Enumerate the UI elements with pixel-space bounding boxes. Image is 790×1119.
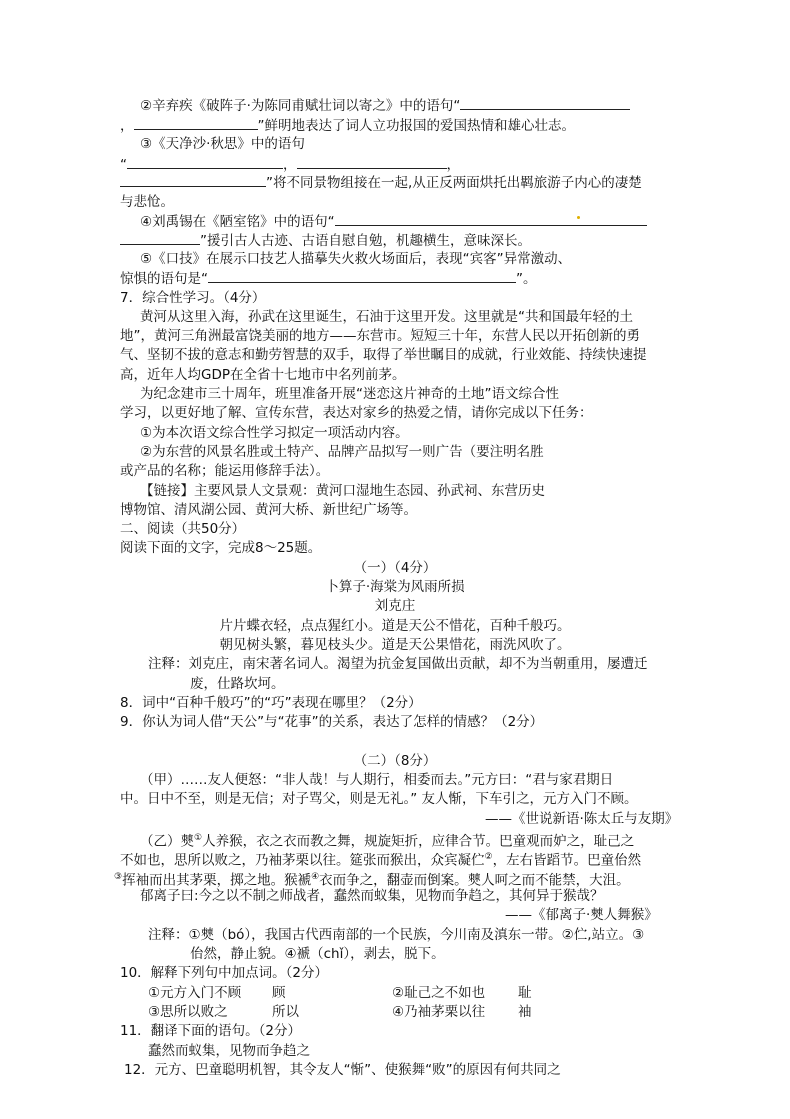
answer-blank[interactable]: [460, 96, 630, 110]
q10-word-1: 顾: [272, 985, 286, 1001]
q7-para-line: 黄河从这里入海，孙武在这里诞生，石油于这里开发。这里就是“共和国最年轻的土: [140, 309, 633, 325]
q11-sentence: 蠢然而蚁集，见物而争趋之: [148, 1043, 310, 1059]
poem-author: 刘克庄: [374, 598, 416, 614]
q7-task-2-cont: 或产品的名称；能运用修辞手法）。: [120, 463, 330, 479]
q10-word-3: 所以: [272, 1004, 299, 1020]
poem-note: 注释：刘克庄，南宋著名词人。渴望为抗金复国做出贡献，却不为当朝重用，屡遭迁: [148, 656, 648, 672]
answer-blank[interactable]: [208, 269, 516, 283]
q10-item-4: ④乃袖茅栗以往: [392, 1004, 486, 1020]
q6-line-4: “ ， ，: [120, 157, 460, 173]
q7-para-line: 高，近年人均GDP在全省十七地市中名列前茅。: [120, 367, 406, 383]
stray-dot: [577, 216, 580, 219]
q6-line-8: ”援引古人古迹、古语自慰自勉，机趣横生，意味深长。: [120, 231, 531, 251]
q7-task-2: ②为东营的风景名胜或土特产、品牌产品拟写一则广告（要注明名胜: [140, 444, 544, 460]
q6-line-5: ”将不同景物组接在一起,从正反两面烘托出羁旅游子内心的凄楚: [120, 173, 642, 193]
q10-word-4: 袖: [518, 1004, 532, 1020]
q10-item-3: ③思所以败之: [148, 1004, 228, 1020]
q6-line-3: ③《天净沙·秋思》中的语句: [140, 136, 305, 152]
part-heading: （一）（4分）: [353, 560, 437, 576]
prose-b-line: ③挥袖而出其茅栗，掷之地。猴褫④衣而争之，翻壶而倒案。僰人呵之而不能禁，大沮。: [114, 872, 630, 889]
prose-a-source: ——《世说新语·陈太丘与友期》: [485, 811, 679, 827]
q6-line-9: ⑤《口技》在展示口技艺人描摹失火救火场面后，表现“宾客”异常激动、: [140, 251, 572, 267]
q7-link: 【链接】主要风景人文景观：黄河口湿地生态园、孙武祠、东营历史: [140, 483, 545, 499]
q6-line-10: 惊惧的语句是“ ”。: [120, 271, 537, 287]
question-12: 12．元方、巴童聪明机智，其令友人“惭”、使猴舞“败”的原因有何共同之: [124, 1062, 561, 1078]
answer-blank[interactable]: [127, 155, 283, 169]
prose-note-cont: 佁然，静止貌。④褫（chǐ），剥去，脱下。: [190, 946, 445, 962]
poem-line: 朝见树头繁，暮见枝头少。道是天公果惜花，雨洗风吹了。: [219, 637, 571, 653]
q7-title: 7．综合性学习。（4分）: [120, 290, 266, 306]
question-9: 9．你认为词人借“天公”与“花事”的关系，表达了怎样的情感？（2分）: [120, 714, 544, 730]
q10-item-2: ②耻己之不如也: [392, 985, 486, 1001]
q7-para-line: 为纪念建市三十周年，班里准备开展“迷恋这片神奇的土地”语文综合性: [140, 386, 559, 402]
footnote-marker: ②: [484, 852, 493, 862]
q7-link-cont: 博物馆、清风湖公园、黄河大桥、新世纪广场等。: [120, 502, 417, 518]
section-title: 二、阅读（共50分）: [120, 521, 246, 537]
q7-para-line: 气、坚韧不拔的意志和勤劳智慧的双手，取得了举世瞩目的成就，行业效能、持续快速提: [120, 347, 647, 363]
prose-note: 注释：①僰（bó），我国古代西南部的一个民族，今川南及滇东一带。②伫,站立。③: [148, 927, 645, 943]
poem-title: 卜算子·海棠为风雨所损: [325, 579, 465, 595]
answer-blank[interactable]: [134, 116, 258, 130]
question-11: 11．翻译下面的语句。（2分）: [120, 1023, 302, 1039]
q7-para-line: 地”，黄河三角洲最富饶美丽的地方——东营市。短短三十年，东营人民以开拓创新的勇: [120, 328, 640, 344]
q7-task-1: ①为本次语文综合性学习拟定一项活动内容。: [140, 425, 409, 441]
question-8: 8．词中“百种千般巧”的“巧”表现在哪里？（2分）: [120, 695, 422, 711]
q10-item-1: ①元方入门不顾: [148, 985, 242, 1001]
prose-a-line: （甲）……友人便怒：“非人哉！与人期行，相委而去。”元方曰：“君与家君期日: [140, 772, 614, 788]
poem-line: 片片蝶衣轻，点点猩红小。道是天公不惜花，百种千般巧。: [219, 618, 571, 634]
poem-note-cont: 废，仕路坎坷。: [190, 676, 285, 692]
q6-line-1: ②辛弃疾《破阵子·为陈同甫赋壮词以寄之》中的语句“: [140, 96, 630, 116]
q6-line-2: ， ”鲜明地表达了词人立功报国的爱国热情和雄心壮志。: [120, 118, 575, 134]
footnote-marker: ①: [194, 833, 203, 843]
q6-line-7: ④刘禹锡在《陋室铭》中的语句“: [140, 212, 647, 232]
answer-blank[interactable]: [120, 231, 200, 245]
prose-b-source: ——《郁离子·僰人舞猴》: [505, 907, 658, 923]
question-10: 10．解释下列句中加点词。（2分）: [120, 965, 329, 981]
prose-b-line: （乙）僰①人养猴，衣之衣而教之舞，规旋矩折，应律合节。巴童观而妒之，耻己之: [140, 833, 635, 850]
prose-a-line: 中。日中不至，则是无信；对子骂父，则是无礼。” 友人惭，下车引之，元方入门不顾。: [120, 791, 638, 807]
q6-line-6: 与悲怆。: [120, 194, 174, 210]
answer-blank[interactable]: [120, 173, 266, 187]
section-intro: 阅读下面的文字，完成8～25题。: [120, 540, 322, 556]
part-heading: （二）（8分）: [353, 753, 437, 769]
q10-word-2: 耻: [518, 985, 532, 1001]
footnote-marker: ④: [311, 872, 320, 882]
footnote-marker: ③: [114, 872, 123, 882]
q7-para-line: 学习，以更好地了解、宣传东营，表达对家乡的热爱之情，请你完成以下任务：: [120, 405, 593, 421]
prose-b-line: 不如也，思所以败之，乃袖茅栗以往。筵张而猴出，众宾凝伫②，左右皆蹈节。巴童佁然: [120, 852, 642, 869]
answer-blank[interactable]: [335, 212, 647, 226]
prose-b-line: 郁离子曰:今之以不制之师战者，蠢然而蚁集，见物而争趋之，其何异于猴哉？: [140, 888, 604, 904]
answer-blank[interactable]: [297, 155, 447, 169]
